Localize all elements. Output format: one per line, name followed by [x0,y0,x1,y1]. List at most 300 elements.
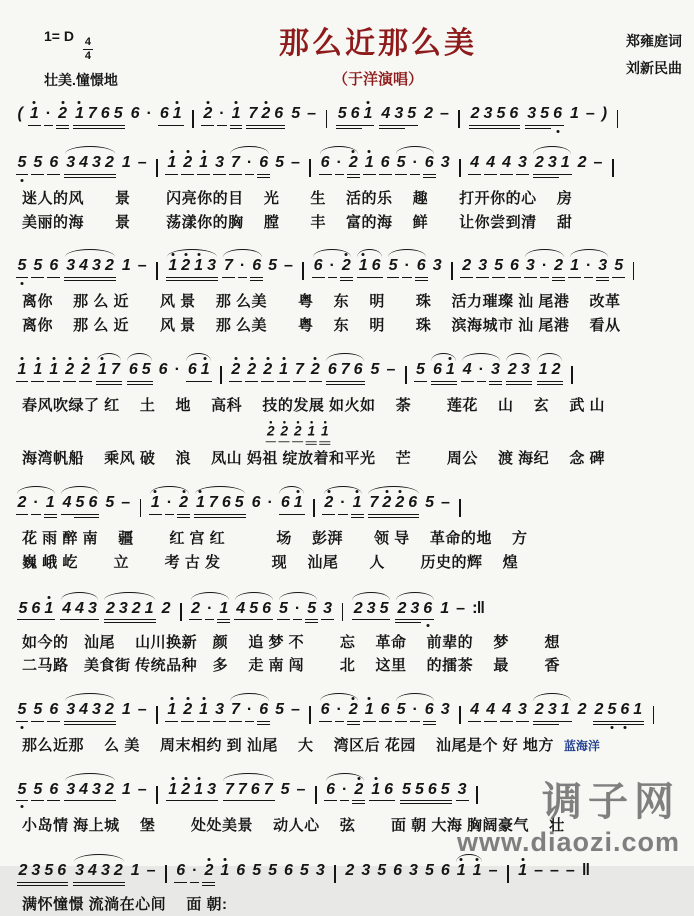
note-token: 1 [198,702,209,719]
note-token: 7 [87,105,97,122]
note-token: 2 [131,599,141,617]
beam-group [400,782,452,799]
note-token: 5 [105,494,115,512]
lyricist-credit: 郑雍庭词 [626,33,682,49]
slur-arc [534,362,565,379]
note-token: 1 [231,106,242,123]
octave-dot-above [186,697,189,700]
octave-dot-above [398,490,401,493]
beam-group [533,155,572,172]
octave-dot-above [374,777,377,780]
octave-dot-above [385,490,388,493]
augmentation-dot: · [267,494,273,512]
barline [165,865,167,883]
octave-dot-above [250,357,253,360]
note-token: 2 [462,257,472,275]
note-token: 5 [33,257,43,275]
note-token: 6 [259,154,269,171]
beam-group [96,362,122,379]
barline [156,262,158,280]
note-token: 3 [457,780,467,798]
note-token: 1 [320,426,329,440]
slur-arc [232,601,276,618]
note-token: 5 [337,105,347,122]
note-token: 1 [74,106,85,123]
beam-group [525,106,564,123]
augmentation-dot: · [585,257,592,275]
lyrics-line: 二马路 美食街 传统品种 多 走 南 闯 北 这里 的擂茶 最 香 [22,657,561,675]
octave-dot-above [282,357,285,360]
note-token: 7 [263,780,273,798]
note-token: 2 [104,780,114,798]
note-token: 4 [75,599,85,617]
note-token: 6 [187,360,197,378]
note-token: 5 [291,105,301,122]
note-token: 7 [223,257,233,275]
note-token: 6 [128,360,138,378]
note-token: 6 [280,494,290,512]
music-system-verse-line-4 [14,489,682,573]
note-token: 5 [17,702,28,719]
note-token: 5 [377,862,387,880]
note-token: 6 [251,494,261,512]
slur-arc [393,155,437,172]
beam-group [186,362,212,379]
note-token: 6 [49,700,59,718]
note-token: 6 [100,105,110,122]
barline [309,706,311,724]
augmentation-dot: · [342,780,348,798]
note-token: 5 [275,700,285,718]
dash-extension: – [291,700,300,718]
note-token: 2 [80,362,91,379]
beam-group [73,863,125,880]
lyrics-line: 离你 那 么 近 风 景 那 么美 粤 东 明 珠 滨海城市 汕 尾港 看从 [22,317,621,335]
note-token: 5 [614,257,624,275]
octave-dot-above [101,357,104,360]
note-token: 2 [104,154,114,171]
slur-arc [321,495,365,512]
note-token: 4 [62,494,72,512]
slur-arc [220,258,264,275]
note-token: 1 [364,155,375,172]
note-token: 5 [268,257,278,275]
note-token: 2 [191,599,201,617]
ossia-line [264,421,619,445]
octave-dot-above [476,858,479,861]
note-token: 3 [409,862,418,880]
slur-arc [14,495,58,512]
lyrics-line: 海湾帆船 乘风 破 浪 凤山 妈祖 绽放着和平光 芒 周公 渡 海纪 念 碑 [22,450,606,468]
beam-group [352,601,391,618]
note-token: 2 [577,700,587,718]
slur-arc [58,601,102,618]
note-token: 5 [396,154,406,171]
note-token: 3 [315,862,325,880]
note-token: 4 [486,700,496,718]
note-token: 1 [144,599,154,617]
note-token: 2 [178,495,189,512]
tempo-mood-marking: 壮美.憧憬地 [44,72,118,88]
beam-group [104,601,156,618]
augmentation-dot: · [174,360,180,378]
close-paren: ) [601,105,608,122]
slur-arc [522,258,566,275]
note-token: 5 [307,599,317,617]
note-token: 7 [248,105,258,122]
note-token: 5 [416,360,425,378]
note-token: 5 [494,257,504,275]
note-token: 1 [364,702,375,719]
note-token: 2 [113,862,123,880]
annotation-blue-text: 蓝海洋 [563,738,600,753]
note-token: 3 [518,154,527,171]
note-token: 6 [353,360,363,378]
octave-dot-above [345,253,348,256]
note-token: 2 [507,360,517,378]
note-token: 1 [219,863,230,880]
note-token: 1 [358,258,369,275]
note-token: 2 [104,700,114,718]
octave-dot-above [68,357,71,360]
slur-arc [393,702,437,719]
note-token: 1 [166,702,177,719]
augmentation-dot: · [166,494,173,512]
note-token: 2 [104,257,114,275]
dash-extension: – [307,105,316,122]
note-token: 2 [394,495,405,512]
octave-dot-above [207,858,210,861]
note-token: 3 [92,700,101,718]
dash-extension: – [137,780,147,798]
note-token: 2 [105,599,115,617]
slur-arc [192,495,249,512]
note-token: 1 [370,782,381,799]
octave-dot-above [78,101,81,104]
note-token: 6 [619,702,630,719]
note-token: 3 [92,257,101,275]
note-token: 3 [31,862,41,880]
note-token: 6 [327,360,337,378]
music-system-chorus-line-1 [14,696,682,757]
octave-dot-below [20,179,23,182]
octave-dot-below [610,726,613,729]
note-token: 1 [560,700,570,718]
slur-arc [227,702,271,719]
note-token: 5 [33,700,43,718]
slur-arc [62,782,119,799]
dash-extension: – [585,105,595,122]
octave-dot-below [426,624,429,627]
augmentation-dot: · [294,599,301,617]
note-token: 5 [496,105,506,122]
note-token: 6 [250,780,260,798]
beam-group [64,155,116,172]
augmentation-dot: · [207,599,213,617]
note-token: 2 [280,426,289,440]
slur-arc [101,601,158,618]
barline [156,706,158,724]
note-token: 2 [266,426,275,440]
note-token: 1 [172,106,183,123]
slur-arc [276,495,307,512]
augmentation-dot: · [246,700,253,718]
augmentation-dot: · [336,154,342,171]
note-token: 6 [176,862,186,880]
note-token: 5 [275,154,285,171]
note-token: 2 [293,426,302,440]
song-title: 那么近那么美 [279,27,477,60]
note-token: 1 [293,495,304,512]
note-token: 1 [167,258,178,275]
beam-group [593,702,645,719]
octave-dot-above [171,777,174,780]
note-token: 5 [33,154,43,171]
octave-dot-above [297,490,300,493]
note-token: 6 [236,862,246,880]
octave-dot-above [197,777,200,780]
slur-arc [147,495,191,512]
note-token: 1 [167,782,178,799]
note-token: 1 [363,106,374,123]
note-token: 4 [79,154,89,171]
beam-group [158,106,184,123]
beam-group [194,495,246,512]
beam-group [395,601,434,618]
octave-dot-above [197,253,200,256]
notation-line [14,593,682,623]
music-system-intro [14,100,682,130]
barline [313,499,315,517]
note-token: 2 [64,362,75,379]
note-token: 6 [31,599,41,617]
note-token: 1 [17,362,28,379]
octave-dot-above [186,150,189,153]
barline [140,499,142,517]
augmentation-dot: · [246,154,253,171]
time-signature-numerator: 4 [84,36,91,48]
note-token: 3 [547,700,557,718]
note-token: 2 [353,599,363,617]
note-token: 5 [280,780,290,798]
slur-arc [124,362,155,379]
octave-dot-above [199,490,202,493]
note-token: 2 [341,258,352,275]
octave-dot-below [20,805,23,808]
notation-line [14,356,682,386]
slur-arc [164,258,221,275]
lyrics-line: 离你 那 么 近 风 景 那 么美 粤 东 明 珠 活力璀璨 汕 尾港 改革 [22,293,621,311]
note-token: 3 [207,257,216,275]
note-token: 1 [130,862,140,880]
slur-arc [323,782,367,799]
note-token: 7 [110,360,120,378]
note-token: 6 [313,257,323,275]
lyrics-line: 巍 峨 屹 立 考 古 发 现 汕尾 人 历史的辉 煌 [22,553,519,571]
note-token: 3 [92,154,101,171]
note-token: 2 [345,862,355,880]
note-token: 6 [320,154,330,171]
note-token: 1 [569,105,579,122]
octave-dot-above [206,101,209,104]
augmentation-dot: · [478,360,484,378]
note-token: 1 [200,362,211,379]
note-token: 5 [379,599,389,617]
slur-arc [530,155,574,172]
augmentation-dot: · [329,257,335,275]
note-token: 3 [518,700,527,718]
note-token: 4 [381,105,391,122]
note-token: 2 [182,702,193,719]
dash-extension: – [456,599,465,617]
final-barline: ‖ [581,860,590,880]
note-token: 3 [66,700,76,718]
notation-line [14,252,682,282]
beam-group [73,106,125,123]
note-token: 2 [348,702,359,719]
slur-arc [62,702,119,719]
note-token: 2 [381,495,392,512]
barline [459,499,461,517]
beam-group [166,258,218,275]
barline [653,706,655,724]
beam-group [223,782,275,799]
note-token: 2 [57,106,68,123]
lyrics-line: 那么近那 么 美 周末相约 到 汕尾 大 湾区后 花园 汕尾是个 好 地方 蓝海洋 [22,736,600,754]
note-token: 1 [278,362,289,379]
slur-arc [459,362,503,379]
note-token: 6 [221,494,231,512]
slur-arc [393,601,437,618]
octave-dot-above [171,253,174,256]
octave-dot-above [202,697,205,700]
beam-group [469,106,521,123]
note-token: 2 [230,362,241,379]
octave-dot-above [223,858,226,861]
beam-group [17,863,69,880]
credits [572,16,682,81]
note-token: 6 [130,105,140,122]
slur-arc [503,362,534,379]
note-token: 3 [100,862,110,880]
note-token: 2 [161,599,171,617]
note-token: 6 [427,780,437,798]
octave-dot-above [202,150,205,153]
lyrics-line: 如今的 汕尾 山川换新 颜 追 梦 不 忘 革命 前辈的 梦 想 [22,633,561,651]
note-token: 2 [203,863,214,880]
note-token: 7 [295,360,304,378]
slur-arc [58,495,102,512]
note-token: 1 [150,495,161,512]
dash-extension: – [440,105,449,122]
dash-extension: – [593,154,603,171]
note-token: 2 [246,362,257,379]
note-token: 2 [180,782,191,799]
key-time-signature [44,28,184,62]
note-token: 2 [348,155,359,172]
watermark [457,770,680,858]
note-token: 4 [502,700,512,718]
note-token: 2 [551,360,561,378]
barline [315,786,317,804]
note-token: 6 [408,494,418,512]
slur-arc [71,863,128,880]
music-system-chorus-line-3 [14,855,682,916]
repeat-end-barline: :‖ [472,597,485,617]
note-token: 2 [534,154,544,171]
note-token: 1 [307,426,316,440]
note-token: 1 [48,362,59,379]
slur-arc [453,863,485,880]
slur-arc [567,258,611,275]
note-token: 6 [350,105,360,122]
augmentation-dot: · [404,257,410,275]
note-token: 3 [92,780,101,798]
beam-group [431,362,457,379]
beam-group [64,258,116,275]
note-token: 5 [75,494,85,512]
note-token: 5 [44,862,54,880]
note-token: 5 [18,599,28,617]
barline [405,366,407,384]
note-token: 1 [560,154,570,171]
note-token: 1 [121,780,131,798]
dash-extension: – [291,154,300,171]
note-token: 2 [577,154,587,171]
note-token: 6 [259,700,269,718]
note-token: 4 [79,257,89,275]
note-token: 4 [88,862,97,880]
octave-dot-above [33,101,36,104]
slur-arc [385,258,429,275]
note-token: 1 [538,360,548,378]
note-token: 3 [483,105,493,122]
note-token: 3 [66,257,76,275]
barline [459,159,461,177]
beam-group [357,258,383,275]
note-token: 1 [29,106,40,123]
notation-line [14,100,682,130]
note-token: 4 [236,599,246,617]
note-token: 7 [208,494,218,512]
augmentation-dot: · [541,257,548,275]
note-token: 1 [198,155,209,172]
beam-group [246,106,285,123]
octave-dot-below [556,130,559,133]
note-token: 2 [180,258,191,275]
slur-arc [349,601,393,618]
dash-extension: – [488,862,498,880]
slur-arc [183,362,214,379]
note-token: 1 [193,782,204,799]
header-left [14,16,184,90]
octave-dot-above [356,490,359,493]
beam-group [326,362,365,379]
note-token: 1 [121,154,131,171]
slur-arc [227,155,271,172]
note-token: 3 [88,599,97,617]
note-token: 6 [158,360,168,378]
note-token: 6 [380,154,390,171]
note-token: 7 [230,154,240,171]
note-token: 1 [633,700,643,718]
octave-dot-above [154,490,157,493]
dash-extension: – [146,862,156,880]
augmentation-dot: · [219,105,225,122]
note-token: 3 [118,599,128,617]
octave-dot-above [235,101,238,104]
note-token: 1 [43,601,54,618]
